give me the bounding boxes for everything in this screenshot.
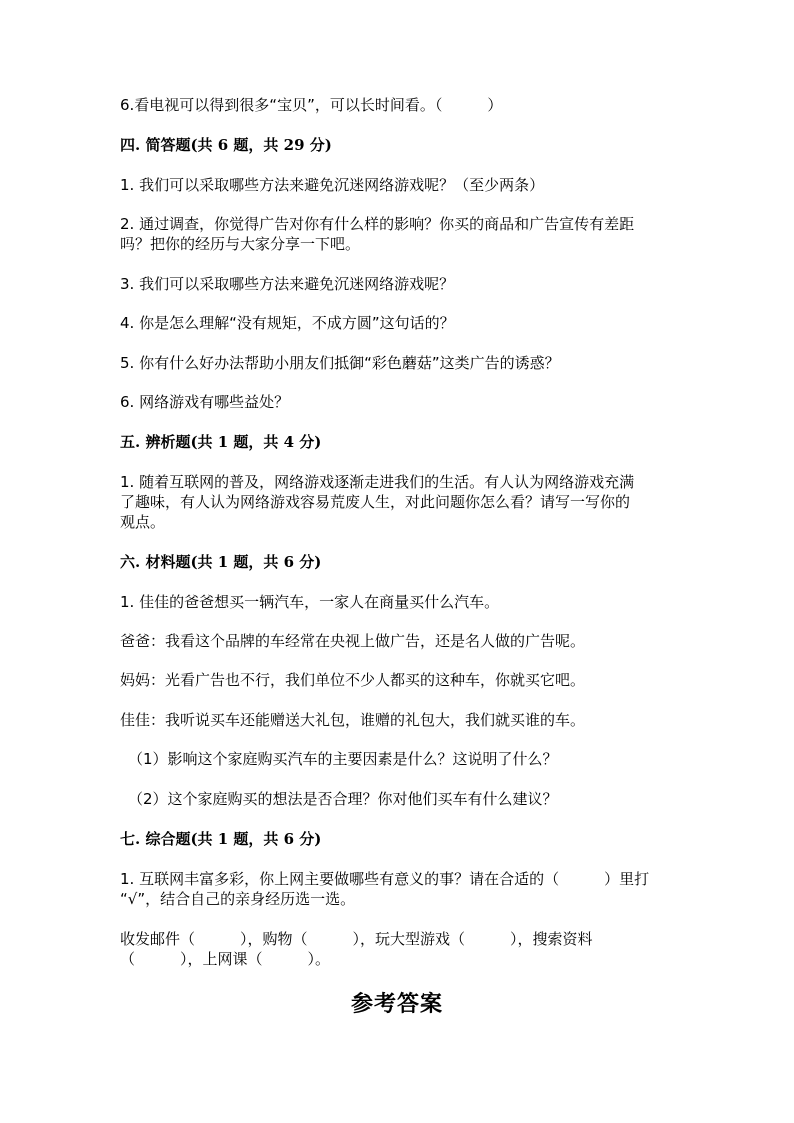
section6-jiajia-line: 佳佳：我听说买车还能赠送大礼包，谁赠的礼包大，我们就买谁的车。 [120,711,586,729]
section5-heading: 五. 辨析题(共 1 题，共 4 分) [120,433,322,451]
section7-question-1-line2: “√”，结合自己的亲身经历选一选。 [120,890,356,908]
section4-question-2-line1: 2. 通过调查，你觉得广告对你有什么样的影响？你买的商品和广告宣传有差距 [120,215,635,233]
section4-question-3: 3. 我们可以采取哪些方法来避免沉迷网络游戏呢？ [120,275,455,293]
section4-question-5: 5. 你有什么好办法帮助小朋友们抵御“彩色蘑菇”这类广告的诱惑？ [120,354,560,372]
section7-options-line2: （ ），上网课（ ）。 [120,950,331,968]
section7-heading: 七. 综合题(共 1 题，共 6 分) [120,830,322,848]
section4-question-4: 4. 你是怎么理解“没有规矩，不成方圆”这句话的？ [120,314,455,332]
section6-subquestion-1: （1）影响这个家庭购买汽车的主要因素是什么？这说明了什么？ [128,750,558,768]
section6-question-1: 1. 佳佳的爸爸想买一辆汽车，一家人在商量买什么汽车。 [120,593,500,611]
section3-question-6: 6.看电视可以得到很多“宝贝”，可以长时间看。（ ） [120,96,503,114]
section7-options-line1: 收发邮件（ ），购物（ ），玩大型游戏（ ），搜索资料 [120,930,593,948]
section6-mom-line: 妈妈：光看广告也不行，我们单位不少人都买的这种车，你就买它吧。 [120,671,586,689]
section6-dad-line: 爸爸：我看这个品牌的车经常在央视上做广告，还是名人做的广告呢。 [120,632,586,650]
section7-question-1-line1: 1. 互联网丰富多彩，你上网主要做哪些有意义的事？请在合适的（ ）里打 [120,870,650,888]
section6-subquestion-2: （2）这个家庭购买的想法是否合理？你对他们买车有什么建议？ [128,790,558,808]
answers-title: 参考答案 [350,991,443,1017]
section4-question-6: 6. 网络游戏有哪些益处？ [120,393,290,411]
section6-heading: 六. 材料题(共 1 题，共 6 分) [120,553,322,571]
section5-question-1-line1: 1. 随着互联网的普及，网络游戏逐渐走进我们的生活。有人认为网络游戏充满 [120,473,635,491]
section4-question-1: 1. 我们可以采取哪些方法来避免沉迷网络游戏呢？（至少两条） [120,176,545,194]
section4-question-2-line2: 吗？把你的经历与大家分享一下吧。 [120,235,361,253]
section4-heading: 四. 简答题(共 6 题，共 29 分) [120,136,332,154]
section5-question-1-line3: 观点。 [120,513,166,531]
section5-question-1-line2: 了趣味，有人认为网络游戏容易荒废人生，对此问题你怎么看？请写一写你的 [120,493,631,511]
